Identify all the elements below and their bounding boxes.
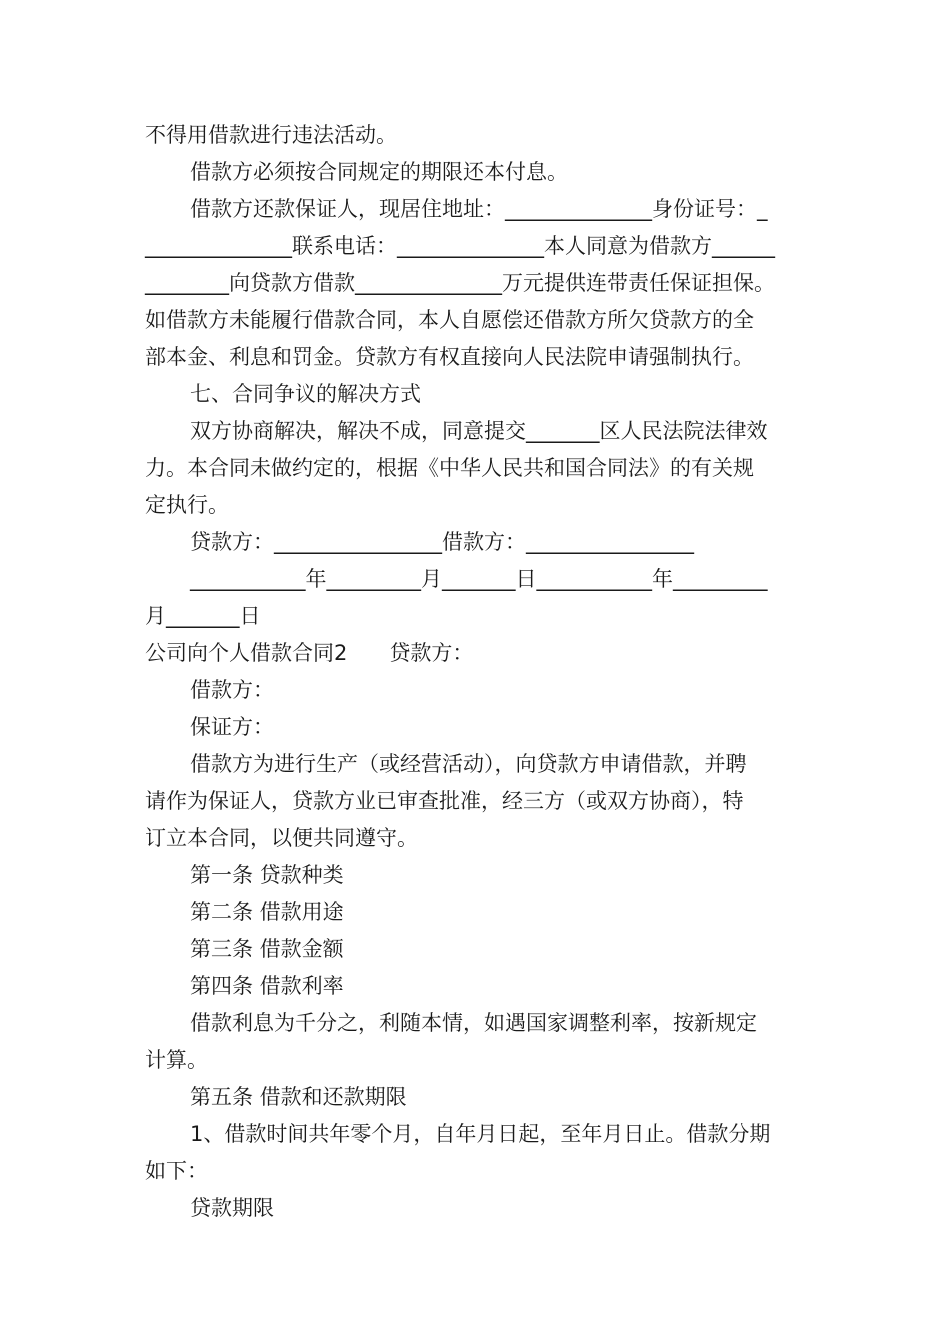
section-heading: 七、合同争议的解决方式 [190, 382, 421, 406]
article-heading: 第四条 借款利率 [190, 974, 344, 998]
article-heading: 第三条 借款金额 [190, 937, 344, 961]
text-line: 不得用借款进行违法活动。 [145, 123, 397, 147]
text-line: 双方协商解决，解决不成，同意提交_______区人民法院法律效 [190, 419, 768, 443]
text-line: ______________联系电话：______________本人同意为借款方______ [145, 234, 775, 258]
text-line: 请作为保证人，贷款方业已审查批准，经三方（或双方协商），特 [145, 789, 744, 813]
article-heading: 第一条 贷款种类 [190, 863, 344, 887]
contract-title: 公司向个人借款合同2 贷款方： [145, 641, 474, 665]
text-line: 部本金、利息和罚金。贷款方有权直接向人民法院申请强制执行。 [145, 345, 754, 369]
text-line: 借款方必须按合同规定的期限还本付息。 [190, 160, 568, 184]
article-heading: 第二条 借款用途 [190, 900, 344, 924]
signature-line: 贷款方：________________借款方：________________ [190, 530, 694, 554]
text-line: 贷款期限 [190, 1196, 274, 1220]
text-line: 借款方为进行生产（或经营活动），向贷款方申请借款，并聘 [190, 752, 747, 776]
party-label: 保证方： [190, 715, 274, 739]
text-line: 计算。 [145, 1048, 208, 1072]
text-line: 如下： [145, 1159, 208, 1183]
text-line: 力。本合同未做约定的，根据《中华人民共和国合同法》的有关规 [145, 456, 754, 480]
date-line: 月_______日 [145, 604, 261, 628]
date-line: ___________年_________月_______日___________年_________ [190, 567, 768, 591]
text-line: 借款方还款保证人，现居住地址：______________身份证号：_ [190, 197, 768, 221]
article-heading: 第五条 借款和还款期限 [190, 1085, 407, 1109]
text-line: 定执行。 [145, 493, 229, 517]
text-line: 1、借款时间共年零个月，自年月日起，至年月日止。借款分期 [190, 1122, 771, 1146]
text-line: ________向贷款方借款______________万元提供连带责任保证担保。 [145, 271, 775, 295]
text-line: 订立本合同，以便共同遵守。 [145, 826, 418, 850]
party-label: 借款方： [190, 678, 274, 702]
text-line: 借款利息为千分之，利随本情，如遇国家调整利率，按新规定 [190, 1011, 757, 1035]
text-line: 如借款方未能履行借款合同，本人自愿偿还借款方所欠贷款方的全 [145, 308, 754, 332]
